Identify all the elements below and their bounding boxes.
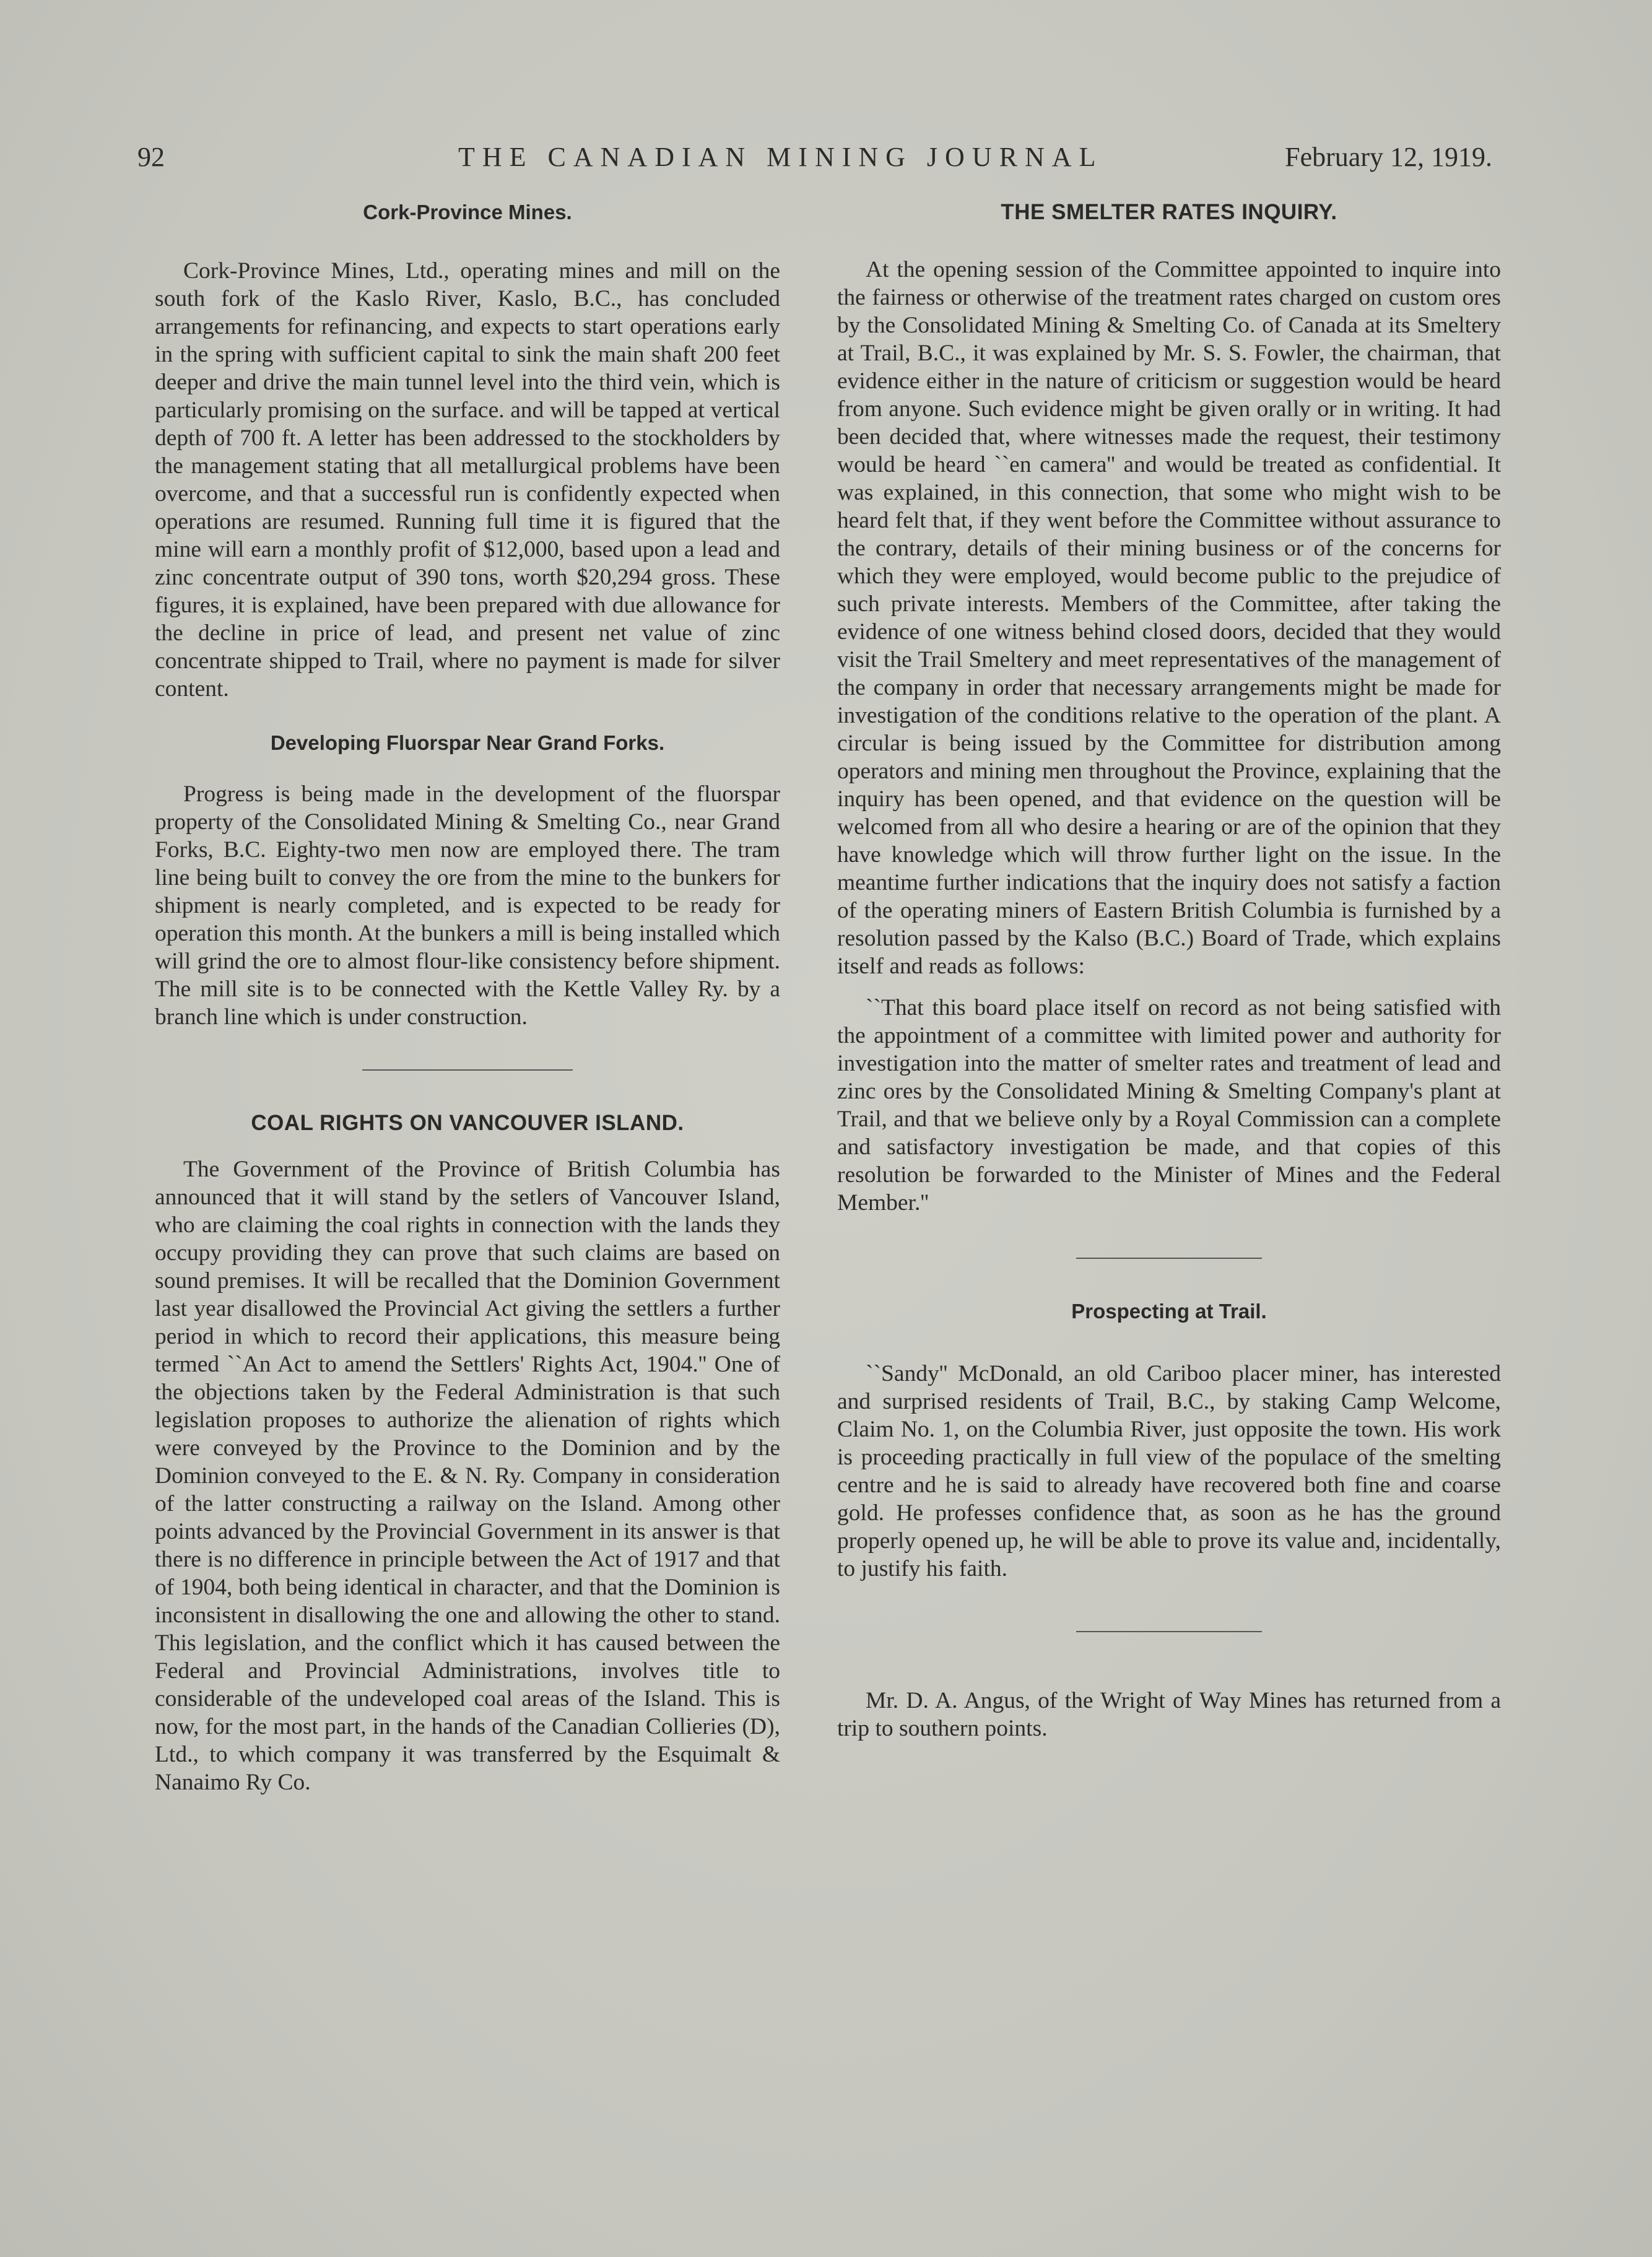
coal-title: COAL RIGHTS ON VANCOUVER ISLAND.	[251, 1111, 684, 1135]
left-column	[155, 198, 780, 1796]
angus-note: Mr. D. A. Angus, of the Wright of Way Mines has returned from a trip to southern points.	[837, 1688, 1501, 1741]
right-column	[837, 198, 1501, 1742]
section-divider-right-2	[1076, 1631, 1262, 1632]
resolution-quote: ``That this board place itself on record as not being satisfied with the appointment of a committee with limited power and authority for investigation into the matter of smelter rates and treatment of lead and zinc ores by the Consolidated Mining & Smelting Company's plant at Trail, and that we believe only by a Royal Commission can a complete and satisfactory investigation be made, and that copies of this resolution be forwarded to the Minister of Mines and the Federal Member.''	[837, 995, 1501, 1215]
page-header	[124, 141, 1492, 178]
fluorspar-title: Developing Fluorspar Near Grand Forks.	[270, 731, 665, 754]
prospecting-body: ``Sandy'' McDonald, an old Cariboo placer miner, has interested and surprised residents of Trail, B.C., by staking Camp Welcome, Claim No. 1, on the Columbia River, just opposite the town. His work is proceeding practically in full view of the populace of the smelting centre and he is said to already have recovered both fine and coarse gold. He professes confidence that, as soon as he has the ground properly opened up, he will be able to prove its value and, incidentally, to justify his faith.	[837, 1361, 1501, 1581]
smelter-body: At the opening session of the Committee appointed to inquire into the fairness or otherwise of the treatment rates charged on custom ores by the Consolidated Mining & Smelting Co. of Canada at its Smeltery at Trail, B.C., it was explained by Mr. S. S. Fowler, the chairman, that evidence either in the nature of criticism or suggestion would be heard from anyone. Such evidence might be given orally or in writing. It had been decided that, where witnesses made the request, their testimony would be heard ``en camera'' and would be treated as confidential. It was explained, in this connection, that some who might wish to be heard felt that, if they went before the Committee without assurance to the contrary, details of their mining business or of the concerns for which they were employed, would become public to the prejudice of such private interests. Members of the Committee, after taking the evidence of one witness behind closed doors, decided that they would visit the Trail Smeltery and meet representatives of the management of the company in order that necessary arrangements might be made for investigation of the conditions relative to the operation of the plant. A circular is being issued by the Committee for distribution among operators and mining men throughout the Province, explaining that the inquiry has been opened, and that evidence on the question will be welcomed from all who desire a hearing or are of the opinion that they have knowledge which will throw further light on the issue. In the meantime further indications that the inquiry does not satisfy a faction of the operating miners of Eastern British Columbia is furnished by a resolution passed by the Kalso (B.C.) Board of Trade, which explains itself and reads as follows:	[837, 257, 1501, 979]
journal-title: THE CANADIAN MINING JOURNAL	[458, 142, 1103, 172]
prospecting-title: Prospecting at Trail.	[1071, 1300, 1267, 1323]
issue-date: February 12, 1919.	[1285, 142, 1492, 172]
cork-title: Cork-Province Mines.	[363, 201, 572, 224]
section-divider-left	[362, 1069, 573, 1071]
section-divider-right-1	[1076, 1258, 1262, 1259]
cork-body: Cork-Province Mines, Ltd., operating mines and mill on the south fork of the Kaslo River, Kaslo, B.C., has concluded arrangements for refinancing, and expects to start operations early in the spring with sufficient capital to sink the main shaft 200 feet deeper and drive the main tunnel level into the third vein, which is particularly promising on the surface. and will be tapped at vertical depth of 700 ft. A letter has been addressed to the stockholders by the management stating that all metallurgical problems have been overcome, and that a successful run is confidently expected when operations are resumed. Running full time it is figured that the mine will earn a monthly profit of $12,000, based upon a lead and zinc concentrate output of 390 tons, worth $20,294 gross. These figures, it is explained, have been prepared with due allowance for the decline in price of lead, and present net value of zinc concentrate shipped to Trail, where no payment is made for silver content.	[155, 258, 780, 702]
fluorspar-body: Progress is being made in the development of the fluorspar property of the Consolidated Mining & Smelting Co., near Grand Forks, B.C. Eighty-two men now are employed there. The tram line being built to convey the ore from the mine to the bunkers for shipment is nearly completed, and is expected to be ready for operation this month. At the bunkers a mill is being installed which will grind the ore to almost flour-like consistency before shipment. The mill site is to be connected with the Kettle Valley Ry. by a branch line which is under construction.	[155, 781, 780, 1030]
page-number: 92	[137, 142, 165, 172]
coal-body: The Government of the Province of British Columbia has announced that it will stand by the setlers of Vancouver Island, who are claiming the coal rights in connection with the lands they occupy providing they can prove that such claims are based on sound premises. It will be recalled that the Dominion Government last year disallowed the Provincial Act giving the settlers a further period in which to record their applications, this measure being termed ``An Act to amend the Settlers' Rights Act, 1904.'' One of the objections taken by the Federal Administration is that such legislation proposes to authorize the alienation of rights which were conveyed by the Province to the Dominion and by the Dominion conveyed to the E. & N. Ry. Company in consideration of the latter constructing a railway on the Island. Among other points advanced by the Provincial Government in its answer is that there is no difference in principle between the Act of 1917 and that of 1904, both being identical in character, and that the Dominion is inconsistent in disallowing the one and allowing the other to stand. This legislation, and the conflict which it has caused between the Federal and Provincial Administrations, involves title to considerable of the undeveloped coal areas of the Island. This is now, for the most part, in the hands of the Canadian Collieries (D), Ltd., to which company it was transferred by the Esquimalt & Nanaimo Ry Co.	[155, 1157, 780, 1795]
smelter-title: THE SMELTER RATES INQUIRY.	[1001, 200, 1337, 224]
